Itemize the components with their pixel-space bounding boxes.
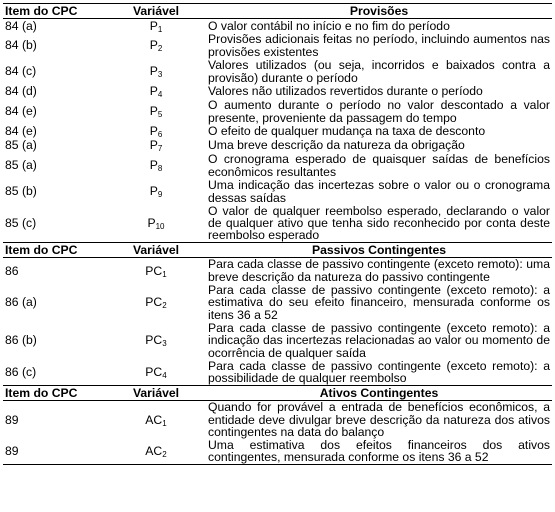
variable-cell: [106, 85, 206, 99]
variable-symbol: P: [149, 38, 158, 53]
description-cell: Provisões adicionais feitas no período, incluindo aumentos nas provisões existentes: [208, 32, 550, 59]
variable-symbol: AC: [145, 412, 163, 427]
table-body: [3, 4, 552, 465]
cpc-item-cell: 85 (a): [5, 138, 37, 153]
variable-subscript: 10: [155, 222, 165, 232]
description-cell: O valor de qualquer reembolso esperado, declarando o valor de qualquer ativo que tenha sido reconhecido por conta deste reembolso esperado: [208, 203, 550, 243]
cpc-item-cell: 84 (d): [5, 84, 37, 99]
variable-cell: [106, 59, 206, 85]
table-row: [3, 99, 552, 125]
section-title: Passivos Contingentes: [206, 243, 552, 258]
variable-cell: [106, 439, 206, 465]
variable-symbol: P: [149, 138, 158, 153]
cpc-item-cell: 85 (c): [5, 216, 37, 231]
variable-subscript: 2: [162, 450, 167, 460]
table-row: [3, 360, 552, 386]
variable-cell: [106, 284, 206, 322]
variable-cell: [106, 322, 206, 360]
table-row: [3, 19, 552, 33]
section-title: Provisões: [206, 4, 552, 19]
variable-symbol: P: [149, 158, 158, 173]
description-cell: Valores não utilizados revertidos durante o período: [208, 84, 483, 99]
variable-subscript: 5: [157, 110, 163, 120]
cpc-item-cell: 85 (b): [5, 184, 37, 199]
description-cell: Uma indicação das incertezas sobre o valor ou o cronograma dessas saídas: [208, 178, 550, 205]
table-row: [3, 179, 552, 205]
table-row: [3, 139, 552, 153]
variable-column-header: Variável: [106, 386, 206, 401]
variable-subscript: 1: [162, 269, 167, 279]
description-cell: Uma breve descrição da natureza da obrigação: [208, 138, 465, 153]
description-cell: Para cada classe de passivo contingente (exceto remoto): uma breve descrição da natureza do passivo contingente: [208, 257, 550, 284]
variable-subscript: 4: [157, 90, 163, 100]
cpc-item-cell: 89: [5, 412, 19, 427]
description-cell: O efeito de qualquer mudança na taxa de desconto: [208, 124, 486, 139]
table-row: [3, 59, 552, 85]
variable-subscript: 9: [157, 190, 163, 200]
variable-subscript: 1: [162, 418, 167, 428]
table-row: [3, 33, 552, 59]
item-column-header: Item do CPC: [3, 243, 106, 258]
section-title: Ativos Contingentes: [206, 386, 552, 401]
table-row: [3, 85, 552, 99]
variable-column-header: Variável: [106, 243, 206, 258]
variable-subscript: 7: [157, 144, 163, 154]
variable-symbol: PC: [145, 333, 163, 348]
variable-symbol: PC: [145, 365, 163, 380]
table-row: [3, 125, 552, 139]
cpc-item-cell: 86 (b): [5, 333, 37, 348]
variable-cell: [106, 99, 206, 125]
table-row: [3, 205, 552, 243]
section-header-row: [3, 386, 552, 401]
variable-cell: [106, 179, 206, 205]
variable-subscript: 3: [157, 70, 163, 80]
variable-subscript: 4: [162, 371, 167, 381]
description-cell: Para cada classe de passivo contingente (exceto remoto): a indicação das incertezas relacionadas ao valor ou momento de ocorrência de qualquer saída: [208, 320, 550, 360]
table-row: [3, 439, 552, 465]
cpc-item-cell: 84 (c): [5, 64, 37, 79]
variable-subscript: 1: [157, 24, 163, 34]
cpc-item-cell: 86: [5, 263, 19, 278]
cpc-item-cell: 84 (e): [5, 104, 37, 119]
variable-subscript: 8: [157, 164, 163, 174]
variable-symbol: P: [149, 184, 158, 199]
cpc-item-cell: 86 (a): [5, 295, 37, 310]
variable-symbol: P: [149, 84, 158, 99]
cpc-item-cell: 84 (b): [5, 38, 37, 53]
description-cell: O cronograma esperado de quaisquer saídas de benefícios econômicos resultantes: [208, 152, 550, 179]
variable-cell: [106, 205, 206, 243]
variable-cell: [106, 139, 206, 153]
cpc-item-cell: 85 (a): [5, 158, 37, 173]
description-cell: O aumento durante o período no valor descontado a valor presente, proveniente da passagem do tempo: [208, 98, 550, 125]
cpc-item-cell: 89: [3, 439, 106, 465]
table-row: [3, 322, 552, 360]
variable-subscript: 3: [162, 339, 167, 349]
description-cell: Para cada classe de passivo contingente (exceto remoto): a estimativa do seu efeito financeiro, mensurada conforme os itens 36 a 52: [208, 282, 550, 322]
variable-symbol: P: [149, 18, 158, 33]
variable-subscript: 6: [157, 130, 163, 140]
cpc-item-cell: 84 (a): [5, 18, 37, 33]
variable-subscript: 2: [157, 44, 163, 54]
variable-cell: [106, 125, 206, 139]
variable-cell: [106, 360, 206, 386]
variable-cell: [106, 19, 206, 33]
variable-symbol: P: [147, 216, 156, 231]
variable-subscript: 2: [162, 301, 167, 311]
cpc-disclosure-table: [3, 3, 552, 465]
section-header-row: [3, 243, 552, 258]
variable-symbol: P: [149, 104, 158, 119]
table-row: [3, 258, 552, 284]
variable-cell: [106, 153, 206, 179]
variable-symbol: P: [149, 64, 158, 79]
variable-symbol: PC: [145, 263, 163, 278]
table-row: [3, 153, 552, 179]
description-cell: Uma estimativa dos efeitos financeiros dos ativos contingentes, mensurada conforme os itens 36 a 52: [208, 437, 550, 465]
item-column-header: Item do CPC: [3, 386, 106, 401]
variable-cell: [106, 401, 206, 439]
description-cell: Para cada classe de passivo contingente (exceto remoto): a possibilidade de qualquer reembolso: [208, 358, 550, 386]
variable-cell: [106, 33, 206, 59]
variable-symbol: P: [149, 124, 158, 139]
description-cell: Valores utilizados (ou seja, incorridos e baixados contra a provisão) durante o período: [208, 58, 550, 85]
variable-symbol: PC: [145, 295, 163, 310]
variable-symbol: AC: [145, 444, 163, 459]
description-cell: O valor contábil no início e no fim do período: [208, 18, 450, 33]
variable-column-header: Variável: [106, 4, 206, 19]
cpc-item-cell: 84 (e): [5, 124, 37, 139]
cpc-item-cell: 86 (c): [5, 365, 37, 380]
table-row: [3, 401, 552, 439]
item-column-header: Item do CPC: [3, 4, 106, 19]
section-header-row: [3, 4, 552, 19]
variable-cell: [106, 258, 206, 284]
description-cell: Quando for provável a entrada de benefícios econômicos, a entidade deve divulgar breve descrição da natureza dos ativos contingentes na data do balanço: [208, 400, 550, 439]
table-row: [3, 284, 552, 322]
